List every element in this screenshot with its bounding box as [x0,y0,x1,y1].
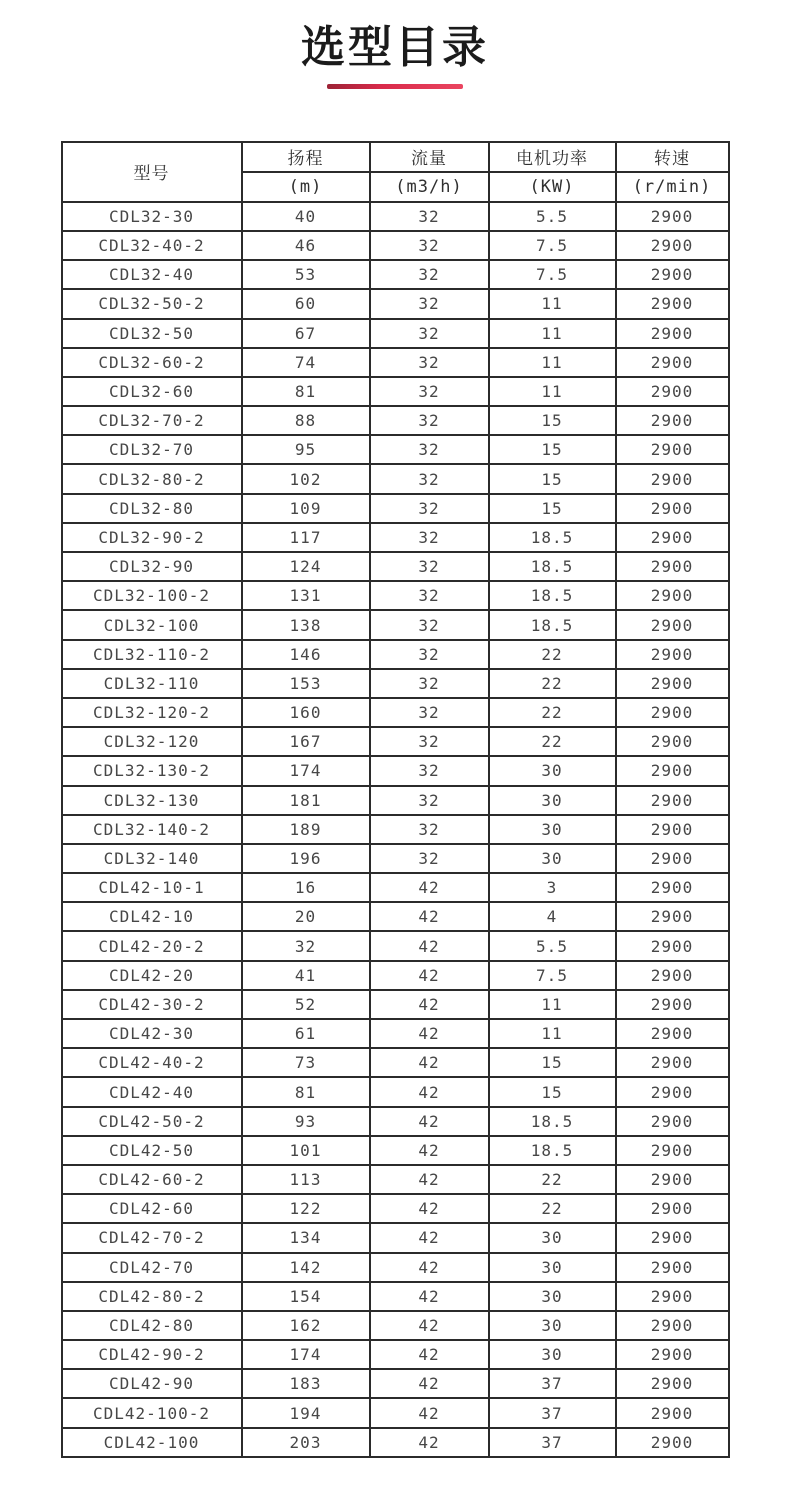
cell-model: CDL42-70 [62,1253,242,1282]
cell-head: 109 [242,494,370,523]
table-row [62,727,729,756]
cell-head: 167 [242,727,370,756]
table-row [62,202,729,231]
cell-speed: 2900 [616,319,729,348]
cell-flow: 42 [370,1223,489,1252]
cell-power: 30 [489,815,616,844]
cell-flow: 32 [370,289,489,318]
cell-flow: 42 [370,1253,489,1282]
cell-head: 162 [242,1311,370,1340]
cell-model: CDL32-130-2 [62,756,242,785]
cell-power: 11 [489,377,616,406]
cell-head: 32 [242,931,370,960]
cell-model: CDL32-100 [62,610,242,639]
cell-flow: 32 [370,202,489,231]
cell-model: CDL42-20-2 [62,931,242,960]
cell-head: 95 [242,435,370,464]
cell-model: CDL32-130 [62,786,242,815]
cell-head: 174 [242,756,370,785]
cell-flow: 32 [370,727,489,756]
cell-head: 134 [242,1223,370,1252]
cell-head: 174 [242,1340,370,1369]
cell-model: CDL32-140 [62,844,242,873]
table-row [62,435,729,464]
cell-power: 11 [489,990,616,1019]
cell-model: CDL42-30 [62,1019,242,1048]
cell-model: CDL42-50 [62,1136,242,1165]
cell-head: 101 [242,1136,370,1165]
cell-speed: 2900 [616,1077,729,1106]
cell-flow: 42 [370,1194,489,1223]
table-row [62,1223,729,1252]
cell-power: 11 [489,289,616,318]
table-row [62,1369,729,1398]
cell-speed: 2900 [616,1340,729,1369]
table-row [62,786,729,815]
cell-flow: 42 [370,1077,489,1106]
table-row [62,1165,729,1194]
table-body [62,202,729,1457]
cell-speed: 2900 [616,581,729,610]
cell-power: 22 [489,1194,616,1223]
cell-speed: 2900 [616,1107,729,1136]
cell-model: CDL42-60 [62,1194,242,1223]
table-row [62,902,729,931]
cell-head: 102 [242,464,370,493]
cell-model: CDL32-90-2 [62,523,242,552]
cell-head: 117 [242,523,370,552]
table-row [62,610,729,639]
cell-flow: 32 [370,319,489,348]
table-header [62,142,729,202]
cell-head: 41 [242,961,370,990]
cell-power: 18.5 [489,610,616,639]
cell-model: CDL42-80 [62,1311,242,1340]
cell-flow: 32 [370,698,489,727]
cell-flow: 32 [370,464,489,493]
cell-speed: 2900 [616,494,729,523]
cell-head: 113 [242,1165,370,1194]
cell-speed: 2900 [616,1311,729,1340]
cell-model: CDL42-100-2 [62,1398,242,1427]
cell-head: 196 [242,844,370,873]
cell-flow: 42 [370,1398,489,1427]
cell-flow: 32 [370,786,489,815]
page-title: 选型目录 [301,22,489,73]
table-row [62,640,729,669]
cell-head: 160 [242,698,370,727]
cell-speed: 2900 [616,727,729,756]
cell-model: CDL42-70-2 [62,1223,242,1252]
cell-model: CDL32-140-2 [62,815,242,844]
cell-power: 30 [489,786,616,815]
cell-head: 60 [242,289,370,318]
cell-model: CDL32-40 [62,260,242,289]
cell-speed: 2900 [616,1223,729,1252]
cell-flow: 32 [370,581,489,610]
table-row [62,1311,729,1340]
cell-model: CDL32-50-2 [62,289,242,318]
cell-model: CDL42-30-2 [62,990,242,1019]
header-power-unit: (KW) [489,172,616,202]
table-row [62,669,729,698]
header-speed-unit: (r/min) [616,172,729,202]
cell-power: 37 [489,1398,616,1427]
cell-speed: 2900 [616,815,729,844]
cell-model: CDL32-80-2 [62,464,242,493]
cell-model: CDL42-80-2 [62,1282,242,1311]
header-speed: 转速 [616,142,729,172]
cell-speed: 2900 [616,1282,729,1311]
cell-head: 81 [242,1077,370,1106]
cell-model: CDL32-70-2 [62,406,242,435]
cell-power: 37 [489,1369,616,1398]
cell-head: 122 [242,1194,370,1223]
cell-head: 124 [242,552,370,581]
header-flow: 流量 [370,142,489,172]
cell-power: 18.5 [489,523,616,552]
cell-power: 15 [489,1077,616,1106]
cell-flow: 32 [370,260,489,289]
table-row [62,1194,729,1223]
table-row [62,961,729,990]
cell-flow: 32 [370,435,489,464]
cell-speed: 2900 [616,1136,729,1165]
cell-power: 15 [489,1048,616,1077]
cell-flow: 32 [370,552,489,581]
cell-flow: 32 [370,348,489,377]
cell-flow: 32 [370,610,489,639]
cell-head: 88 [242,406,370,435]
cell-power: 15 [489,464,616,493]
cell-power: 18.5 [489,1107,616,1136]
cell-flow: 32 [370,377,489,406]
cell-flow: 42 [370,1340,489,1369]
cell-power: 18.5 [489,581,616,610]
cell-speed: 2900 [616,435,729,464]
table-row [62,552,729,581]
cell-power: 18.5 [489,1136,616,1165]
cell-speed: 2900 [616,756,729,785]
cell-speed: 2900 [616,610,729,639]
cell-speed: 2900 [616,1398,729,1427]
table-row [62,756,729,785]
cell-head: 40 [242,202,370,231]
cell-model: CDL32-30 [62,202,242,231]
cell-power: 30 [489,1340,616,1369]
cell-model: CDL42-90-2 [62,1340,242,1369]
cell-speed: 2900 [616,786,729,815]
cell-speed: 2900 [616,873,729,902]
cell-head: 81 [242,377,370,406]
cell-model: CDL42-100 [62,1428,242,1457]
cell-speed: 2900 [616,260,729,289]
header-row-labels [62,142,729,172]
table-row [62,815,729,844]
table-row [62,873,729,902]
table-row [62,464,729,493]
cell-flow: 42 [370,1428,489,1457]
cell-head: 189 [242,815,370,844]
cell-model: CDL42-40 [62,1077,242,1106]
cell-speed: 2900 [616,1165,729,1194]
cell-head: 52 [242,990,370,1019]
table-row [62,406,729,435]
cell-flow: 32 [370,815,489,844]
cell-power: 3 [489,873,616,902]
cell-head: 61 [242,1019,370,1048]
cell-speed: 2900 [616,698,729,727]
cell-model: CDL32-90 [62,552,242,581]
cell-flow: 32 [370,523,489,552]
cell-power: 7.5 [489,260,616,289]
cell-power: 22 [489,1165,616,1194]
cell-speed: 2900 [616,1253,729,1282]
header-head: 扬程 [242,142,370,172]
cell-model: CDL32-120 [62,727,242,756]
cell-head: 154 [242,1282,370,1311]
table-row [62,1398,729,1427]
cell-head: 153 [242,669,370,698]
cell-power: 15 [489,435,616,464]
cell-flow: 32 [370,494,489,523]
cell-flow: 32 [370,231,489,260]
cell-flow: 42 [370,1282,489,1311]
cell-speed: 2900 [616,669,729,698]
table-row [62,260,729,289]
cell-power: 30 [489,1311,616,1340]
cell-model: CDL42-10 [62,902,242,931]
cell-speed: 2900 [616,1369,729,1398]
cell-model: CDL32-120-2 [62,698,242,727]
cell-head: 142 [242,1253,370,1282]
cell-flow: 42 [370,873,489,902]
cell-power: 4 [489,902,616,931]
table-row [62,931,729,960]
table-row [62,319,729,348]
cell-power: 22 [489,669,616,698]
cell-flow: 32 [370,844,489,873]
cell-head: 181 [242,786,370,815]
cell-speed: 2900 [616,1048,729,1077]
cell-head: 67 [242,319,370,348]
table-row [62,698,729,727]
header-power: 电机功率 [489,142,616,172]
cell-head: 93 [242,1107,370,1136]
cell-flow: 42 [370,1048,489,1077]
header-model: 型号 [62,142,242,202]
cell-head: 138 [242,610,370,639]
cell-flow: 42 [370,990,489,1019]
cell-speed: 2900 [616,464,729,493]
table-row [62,581,729,610]
cell-model: CDL32-40-2 [62,231,242,260]
table-row [62,377,729,406]
cell-model: CDL42-90 [62,1369,242,1398]
cell-power: 11 [489,348,616,377]
cell-head: 53 [242,260,370,289]
cell-flow: 42 [370,931,489,960]
cell-head: 20 [242,902,370,931]
cell-model: CDL32-110 [62,669,242,698]
table-row [62,990,729,1019]
cell-head: 194 [242,1398,370,1427]
table-row [62,1253,729,1282]
cell-power: 22 [489,640,616,669]
cell-model: CDL32-50 [62,319,242,348]
cell-model: CDL32-100-2 [62,581,242,610]
cell-flow: 42 [370,1107,489,1136]
cell-flow: 32 [370,669,489,698]
cell-speed: 2900 [616,552,729,581]
header-flow-unit: (m3/h) [370,172,489,202]
cell-power: 37 [489,1428,616,1457]
cell-power: 22 [489,727,616,756]
cell-flow: 42 [370,1165,489,1194]
title-underline-accent [327,84,463,89]
cell-power: 30 [489,1282,616,1311]
cell-power: 30 [489,756,616,785]
table-row [62,1282,729,1311]
cell-power: 18.5 [489,552,616,581]
table-row [62,289,729,318]
cell-speed: 2900 [616,406,729,435]
cell-power: 15 [489,494,616,523]
cell-speed: 2900 [616,902,729,931]
table-row [62,1107,729,1136]
selection-catalog-table [61,141,730,1458]
cell-power: 11 [489,1019,616,1048]
cell-power: 30 [489,844,616,873]
cell-flow: 42 [370,902,489,931]
table-row [62,494,729,523]
cell-flow: 32 [370,756,489,785]
cell-speed: 2900 [616,1428,729,1457]
table-row [62,348,729,377]
cell-speed: 2900 [616,640,729,669]
cell-flow: 42 [370,1136,489,1165]
cell-flow: 42 [370,1369,489,1398]
cell-power: 7.5 [489,231,616,260]
cell-model: CDL32-110-2 [62,640,242,669]
cell-power: 30 [489,1253,616,1282]
cell-power: 30 [489,1223,616,1252]
header-head-unit: (m) [242,172,370,202]
cell-flow: 42 [370,1311,489,1340]
cell-model: CDL42-10-1 [62,873,242,902]
cell-speed: 2900 [616,990,729,1019]
table-row [62,1136,729,1165]
cell-speed: 2900 [616,523,729,552]
cell-head: 73 [242,1048,370,1077]
cell-power: 15 [489,406,616,435]
cell-speed: 2900 [616,1194,729,1223]
cell-power: 22 [489,698,616,727]
cell-head: 183 [242,1369,370,1398]
cell-speed: 2900 [616,844,729,873]
cell-power: 5.5 [489,202,616,231]
cell-power: 5.5 [489,931,616,960]
table-row [62,844,729,873]
table-row [62,523,729,552]
table-row [62,1340,729,1369]
cell-model: CDL42-40-2 [62,1048,242,1077]
cell-head: 146 [242,640,370,669]
table-row [62,1048,729,1077]
cell-model: CDL32-60 [62,377,242,406]
cell-head: 46 [242,231,370,260]
cell-speed: 2900 [616,231,729,260]
cell-speed: 2900 [616,202,729,231]
cell-model: CDL32-80 [62,494,242,523]
table-row [62,1077,729,1106]
cell-head: 203 [242,1428,370,1457]
table-row [62,1428,729,1457]
cell-head: 131 [242,581,370,610]
cell-speed: 2900 [616,961,729,990]
cell-speed: 2900 [616,931,729,960]
cell-flow: 42 [370,961,489,990]
table-row [62,1019,729,1048]
cell-model: CDL32-70 [62,435,242,464]
cell-speed: 2900 [616,1019,729,1048]
cell-head: 74 [242,348,370,377]
cell-model: CDL42-60-2 [62,1165,242,1194]
cell-model: CDL32-60-2 [62,348,242,377]
cell-model: CDL42-20 [62,961,242,990]
cell-flow: 32 [370,640,489,669]
cell-flow: 42 [370,1019,489,1048]
table-row [62,231,729,260]
cell-head: 16 [242,873,370,902]
cell-flow: 32 [370,406,489,435]
cell-speed: 2900 [616,377,729,406]
cell-speed: 2900 [616,289,729,318]
cell-power: 11 [489,319,616,348]
cell-model: CDL42-50-2 [62,1107,242,1136]
cell-power: 7.5 [489,961,616,990]
cell-speed: 2900 [616,348,729,377]
